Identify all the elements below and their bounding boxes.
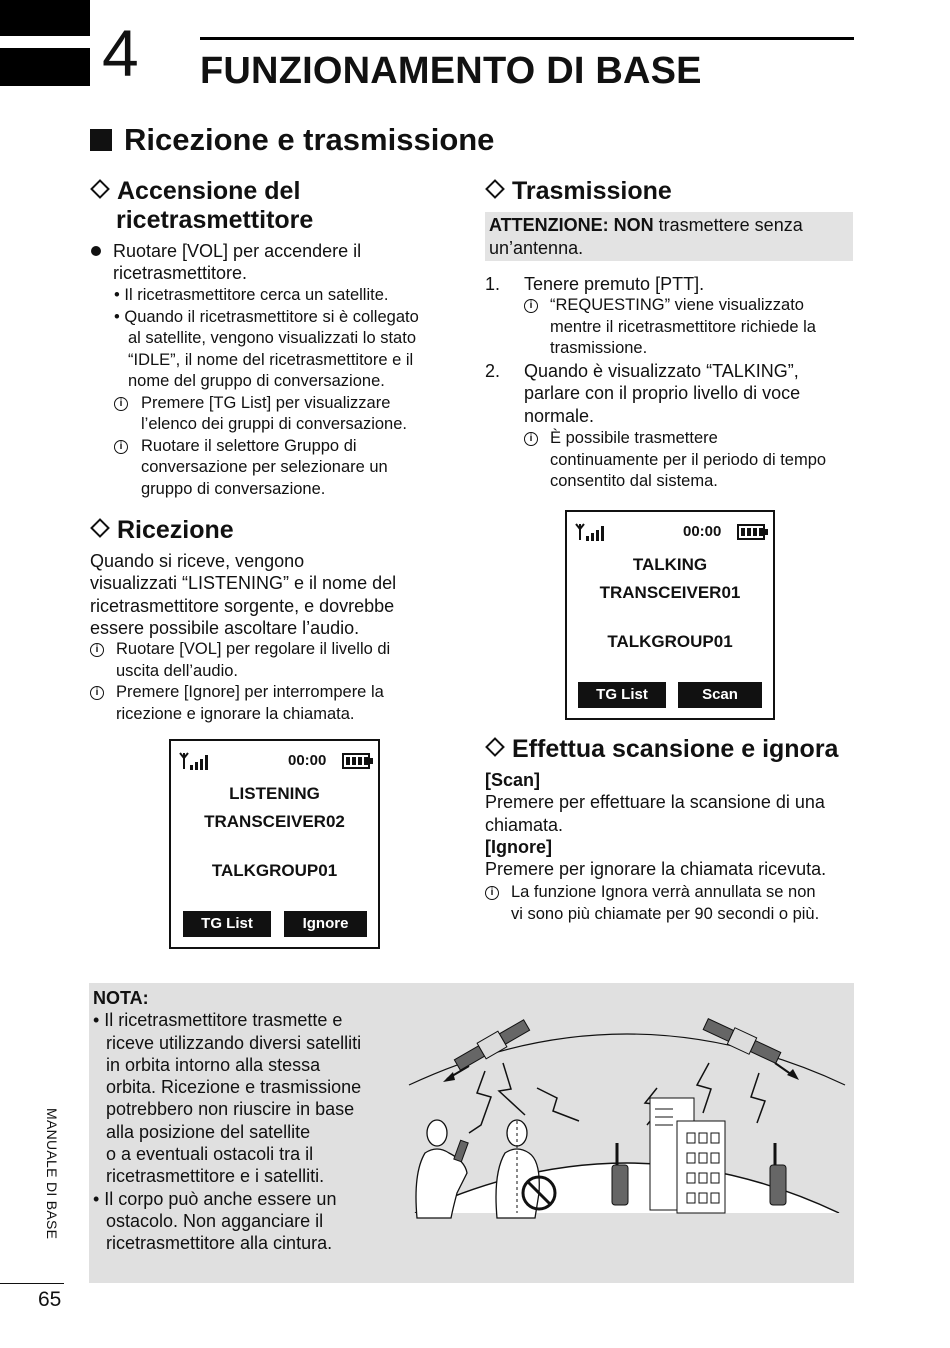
chapter-number: 4 [102, 16, 139, 90]
accensione-body: Ruotare [VOL] per accendere il ricetrasmettitore. [90, 240, 470, 285]
scan-softkey[interactable]: Scan [678, 682, 762, 708]
accensione-heading: Accensione del ricetrasmettitore [90, 177, 313, 235]
title-rule [200, 37, 854, 40]
bullet-dot-icon [91, 246, 101, 256]
page-number: 65 [38, 1288, 62, 1311]
step-2: 2. Quando è visualizzato “TALKING”, parlare con il proprio livello di voce normale. [485, 361, 801, 426]
info-icon: i [485, 886, 499, 900]
tg-list-softkey[interactable]: TG List [183, 911, 271, 937]
chapter-tab [0, 0, 90, 86]
ricezione-heading: Ricezione [90, 516, 234, 545]
step-1-info: i “REQUESTING” viene visualizzato mentre il ricetrasmettitore richiede la trasmissione. [524, 295, 864, 360]
screen-listening [169, 739, 380, 949]
side-label: MANUALE DI BASE [44, 1108, 60, 1240]
accensione-sub: • Il ricetrasmettitore cerca un satellite. • Quando il ricetrasmettitore si è collegato al satellite, vengono visualizzati lo stato “IDLE”, il nome del ricetrasmettitore e il nome del gruppo di conversazione. i Premere [TG List] per visualizzare l’elenco dei gruppi di conversazione. i Ruotare il selettore Gruppo di conversazione per selezionare un gruppo di conversazione. [114, 286, 419, 498]
satellite-illustration [407, 993, 847, 1233]
diamond-icon [485, 179, 505, 199]
scansione-info: i La funzione Ignora verrà annullata se non vi sono più chiamate per 90 secondi o più. [485, 882, 855, 925]
screen-talking [565, 510, 775, 720]
section-title: Ricezione e trasmissione [90, 122, 494, 158]
info-icon: i [524, 299, 538, 313]
ricezione-info: i Ruotare [VOL] per regolare il livello di uscita dell’audio. i Premere [Ignore] per interrompere la ricezione e ignorare la chiamata. [90, 639, 470, 725]
screen-status: LISTENING [229, 784, 320, 803]
screen-time: 00:00 [288, 752, 327, 769]
nota-box [89, 983, 854, 1283]
screen-transceiver-name: TRANSCEIVER02 [204, 812, 345, 831]
signal-antenna-icon [575, 522, 607, 542]
diamond-icon [485, 737, 505, 757]
trasmissione-heading: Trasmissione [485, 177, 672, 206]
tg-list-softkey[interactable]: TG List [578, 682, 666, 708]
signal-antenna-icon [179, 751, 211, 771]
nota-text: NOTA: • Il ricetrasmettitore trasmette e riceve utilizzando diversi satelliti in orbita intorno alla stessa orbita. Ricezione e trasmissione potrebbero non riuscire in base alla posizione del satellite o a eventuali ostacoli tra il ricetrasmettitore e i satelliti. • Il corpo può anche essere un ostacolo. Non agganciare il ricetrasmettitore alla cintura. [93, 988, 362, 1254]
chapter-title: FUNZIONAMENTO DI BASE [200, 50, 702, 92]
info-icon: i [524, 432, 538, 446]
diamond-icon [90, 179, 110, 199]
screen-status: TALKING [632, 555, 708, 574]
info-icon: i [114, 397, 128, 411]
screen-talkgroup: TALKGROUP01 [211, 861, 338, 880]
square-bullet-icon [90, 129, 112, 151]
scansione-heading: Effettua scansione e ignora [485, 735, 838, 764]
info-icon: i [90, 686, 104, 700]
screen-transceiver-name: TRANSCEIVER01 [599, 583, 741, 602]
warning-box: ATTENZIONE: NON trasmettere senza un’antenna. [485, 212, 853, 261]
battery-icon [342, 753, 370, 769]
ignore-softkey[interactable]: Ignore [284, 911, 367, 937]
screen-time: 00:00 [683, 523, 722, 540]
battery-icon [737, 524, 765, 540]
info-icon: i [114, 440, 128, 454]
ricezione-paragraph: Quando si riceve, vengono visualizzati “LISTENING” e il nome del ricetrasmettitore sorgente, e dovrebbe essere possibile ascoltare l’audio. [90, 551, 397, 638]
screen-talkgroup: TALKGROUP01 [607, 632, 733, 651]
diamond-icon [90, 518, 110, 538]
step-1: 1. Tenere premuto [PTT]. [485, 274, 705, 294]
step-2-info: i È possibile trasmettere continuamente per il periodo di tempo consentito dal sistema. [524, 428, 864, 493]
footer-rule [0, 1283, 64, 1284]
info-icon: i [90, 643, 104, 657]
scansione-body: [Scan] Premere per effettuare la scansione di una chiamata. [Ignore] Premere per ignorare la chiamata ricevuta. [485, 770, 827, 880]
